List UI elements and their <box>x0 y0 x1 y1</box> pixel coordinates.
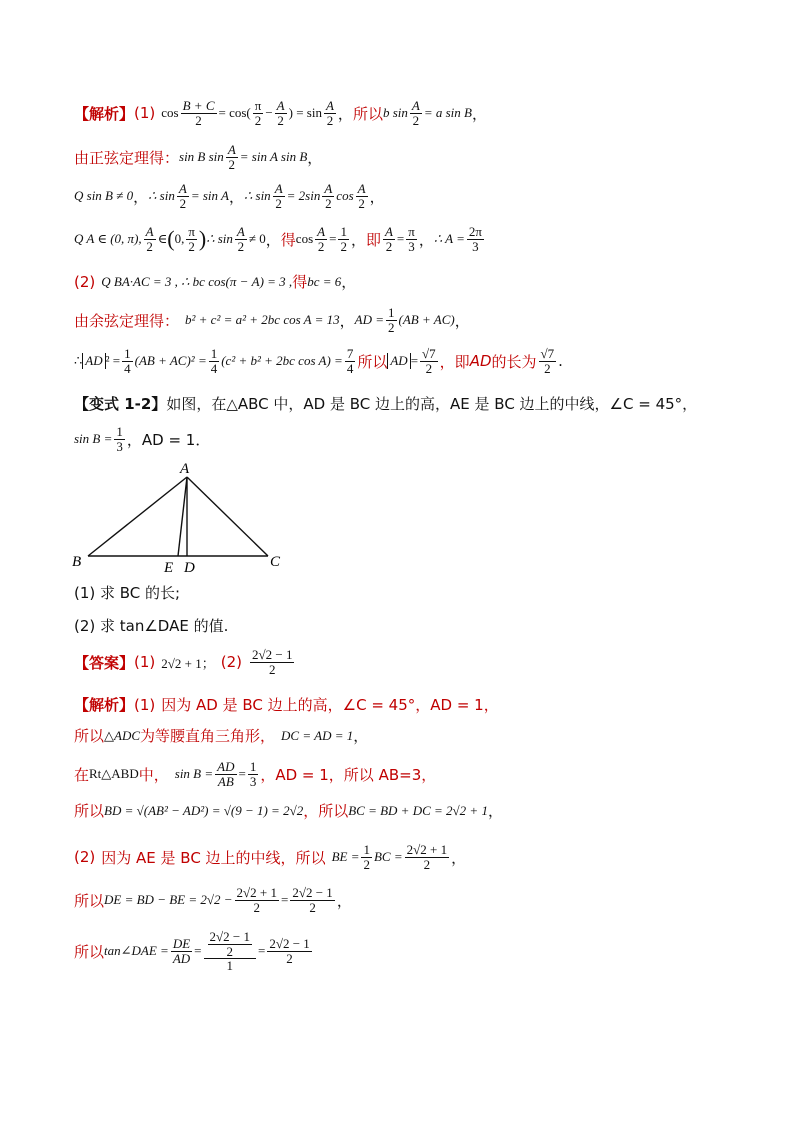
punct: ， <box>337 104 353 123</box>
fraction: $\frac{A}{2}$ <box>227 142 236 172</box>
math: = <box>194 943 202 959</box>
math: (AB + AC)² = <box>134 353 207 369</box>
solution-line-7 <box>74 347 563 375</box>
math: ∈ <box>157 231 168 247</box>
text: 由余弦定理得： <box>74 311 180 330</box>
text: 所以 <box>74 942 105 961</box>
fraction: $\frac{1}{3}$ <box>116 424 123 454</box>
math: ² = <box>105 353 121 369</box>
edge-ac <box>187 477 268 556</box>
solution-line-5 <box>74 271 356 292</box>
math: = cos( <box>218 105 251 121</box>
math: cos <box>336 188 354 204</box>
variant-problem-line-2 <box>74 425 210 453</box>
math: tan∠DAE = <box>104 943 169 959</box>
solution-line-4: Q A ∈ (0, π), $\frac{A}{2}$ ∈ ( 0, $\frac{\pi}{2}$ ) ∴ sin $\frac{A}{2}$ ≠ 0 ， 得 cos $\frac{A}{2}$ = $\frac{1}{2}$ ， 即 $\frac{A}{2}$ = $\frac{\pi}{3}$ ， ∴ A = $\frac{2\pi}{3}$ <box>74 224 482 254</box>
math: ∴ sin <box>206 231 233 247</box>
text: 中， <box>138 765 169 784</box>
label-d: D <box>184 560 195 576</box>
math: BC = <box>373 849 403 865</box>
fraction: $\frac{2\pi}{3}$ <box>468 224 482 254</box>
question-text: (2) 求 tan∠DAE 的值. <box>74 617 229 635</box>
solution-line-2 <box>74 143 322 171</box>
math: Q BA·AC = 3 , ∴ bc cos(π − A) = 3 , <box>101 273 293 289</box>
analysis-line-6 <box>74 886 352 914</box>
solution-line-1 <box>74 99 487 127</box>
part-label: (2) <box>74 848 96 867</box>
analysis-line-7 <box>74 930 314 973</box>
fraction: $\frac{A}{2}$ <box>325 98 334 128</box>
fraction: $\frac{1}{3}$ <box>249 759 257 789</box>
math: = <box>410 353 419 369</box>
analysis-line-1 <box>74 694 499 715</box>
part-label: (1) <box>134 104 156 123</box>
fraction: $\frac{1}{2}$ <box>363 842 370 872</box>
math: ∴ sin <box>243 188 271 204</box>
math: bc = 6 <box>307 273 342 289</box>
punct: ， <box>418 230 434 249</box>
math: AD <box>387 353 410 369</box>
text: 为等腰直角三角形， <box>140 727 276 745</box>
math: b² + c² = a² + 2bc cos A = 13 <box>185 312 340 328</box>
part-label: (1) <box>134 695 156 714</box>
analysis-tag: 【解析】 <box>74 104 135 123</box>
punct: ， <box>307 148 323 167</box>
label-c: C <box>270 554 281 570</box>
math: cos <box>295 231 314 247</box>
math: ) = sin <box>288 105 322 121</box>
math: sin B = <box>74 431 113 447</box>
punct: ， <box>454 311 470 330</box>
variant-tag: 【变式 1-2】 <box>74 395 167 413</box>
fraction: $\frac{AD}{AB}$ <box>217 759 235 789</box>
analysis-line-4 <box>74 800 503 821</box>
fraction: $\frac{A}{2}$ <box>384 224 393 254</box>
math: (AB + AC) <box>398 312 455 328</box>
compound-fraction: $\frac{\frac{2√2 - 1}{2}}{1}$ <box>204 930 256 973</box>
fraction: $\frac{1}{2}$ <box>340 224 347 254</box>
question-1 <box>74 582 180 603</box>
math: Q A ∈ (0, π), <box>74 231 142 247</box>
fraction: $\frac{\pi}{2}$ <box>254 98 262 128</box>
text: 得 <box>292 273 308 291</box>
fraction: $\frac{A}{2}$ <box>324 181 333 211</box>
fraction: $\frac{1}{4}$ <box>210 346 218 376</box>
fraction: $\frac{A}{2}$ <box>411 98 420 128</box>
text: AD <box>469 352 492 371</box>
text: 的长为 <box>491 352 537 371</box>
fraction: $\frac{2√2 - 1}{2}$ <box>269 936 310 966</box>
math: Rt△ABD <box>89 766 139 782</box>
fraction: $\frac{√7}{2}$ <box>540 346 555 376</box>
math: ≠ 0 <box>248 231 266 247</box>
punct: ， <box>451 848 467 867</box>
fraction: $\frac{A}{2}$ <box>145 224 154 254</box>
math: = <box>396 231 405 247</box>
punct: ， <box>369 187 385 206</box>
math: ∴ <box>74 353 83 369</box>
fraction: $\frac{A}{2}$ <box>317 224 326 254</box>
math: = <box>257 943 266 959</box>
label-b: B <box>72 554 82 570</box>
math: DC = AD = 1 <box>281 727 354 743</box>
text: ，AD = 1，所以 AB=3， <box>260 765 437 784</box>
punct: . <box>558 352 563 371</box>
triangle-figure <box>66 458 306 578</box>
text: 所以 <box>352 104 383 123</box>
fraction: $\frac{B + C}{2}$ <box>182 98 215 128</box>
math: = <box>238 766 246 782</box>
punct: ， <box>341 273 357 291</box>
fraction: $\frac{A}{2}$ <box>274 181 283 211</box>
text: 所以 <box>74 727 105 745</box>
fraction: $\frac{A}{2}$ <box>236 224 245 254</box>
text: 因为 AE 是 BC 边上的中线，所以 <box>101 848 326 867</box>
fraction: $\frac{A}{2}$ <box>276 98 285 128</box>
answer-tag: 【答案】 <box>74 653 135 672</box>
punct: ， <box>133 187 149 206</box>
question-2 <box>74 615 228 636</box>
fraction: $\frac{\pi}{3}$ <box>408 224 415 254</box>
question-text: (1) 求 BC 的长; <box>74 584 181 602</box>
answer-line <box>74 648 296 676</box>
problem-text: 如图，在△ABC 中，AD 是 BC 边上的高，AE 是 BC 边上的中线，∠C = 45°， <box>166 395 698 413</box>
fraction: $\frac{2√2 - 1}{2}$ <box>251 647 293 677</box>
math: = a sin B <box>423 105 472 121</box>
fraction: $\frac{1}{4}$ <box>124 346 131 376</box>
math: ∴ sin <box>148 188 175 204</box>
math: BD = √(AB² − AD²) = √(9 − 1) = 2√2 <box>104 802 304 818</box>
math: DE = BD − BE = 2√2 − <box>104 892 233 908</box>
math: = sin A sin B <box>239 149 308 165</box>
fraction: $\frac{2√2 + 1}{2}$ <box>236 885 277 915</box>
punct: ， <box>471 104 487 123</box>
analysis-line-2 <box>74 725 368 746</box>
punct: ， <box>265 230 281 249</box>
median-ae <box>178 477 187 556</box>
analysis-line-5 <box>74 843 466 871</box>
text: 所以 <box>74 891 105 910</box>
math: b sin <box>382 105 408 121</box>
label-e: E <box>164 560 174 576</box>
variant-problem-line-1 <box>74 393 697 414</box>
analysis-line-3 <box>74 760 436 788</box>
analysis-tag: 【解析】 <box>74 696 135 714</box>
text: 由正弦定理得： <box>74 148 180 167</box>
math: = <box>329 231 337 247</box>
fraction: $\frac{A}{2}$ <box>178 181 187 211</box>
fraction: $\frac{2√2 + 1}{2}$ <box>406 842 448 872</box>
math: △ADC <box>104 727 141 743</box>
math: ∴ A = <box>433 231 465 247</box>
fraction: $\frac{A}{2}$ <box>357 181 366 211</box>
fraction: $\frac{1}{2}$ <box>388 305 395 335</box>
punct: ， <box>487 802 503 820</box>
punct: ， <box>336 891 352 910</box>
text: 即 <box>365 230 381 249</box>
label-a: A <box>180 461 190 477</box>
math: 2√2 + 1； <box>161 655 215 671</box>
text: 所以 <box>74 802 105 820</box>
solution-line-6 <box>74 306 470 334</box>
text: 因为 AD 是 BC 边上的高，∠C = 45°，AD = 1， <box>161 696 499 714</box>
text: ，所以 <box>303 802 349 820</box>
part-label: (2) <box>220 653 242 672</box>
math: AD <box>82 353 105 369</box>
punct: ， <box>353 727 369 745</box>
text: 所以 <box>357 352 388 371</box>
math: Q sin B ≠ 0 <box>74 188 134 204</box>
text: 在 <box>74 765 90 784</box>
fraction: $\frac{7}{4}$ <box>346 346 354 376</box>
text: 得 <box>280 230 296 249</box>
fraction: $\frac{DE}{AD}$ <box>172 936 191 966</box>
fraction: $\frac{√7}{2}$ <box>422 346 436 376</box>
math: = <box>281 892 289 908</box>
part-label: (2) <box>74 272 96 291</box>
math: sin B sin <box>179 149 224 165</box>
fraction: $\frac{\pi}{2}$ <box>188 224 195 254</box>
math: cos <box>161 105 179 121</box>
punct: ， <box>339 311 355 330</box>
text: ，即 <box>439 352 470 371</box>
math: (c² + b² + 2bc cos A) = <box>221 353 343 369</box>
solution-line-3 <box>74 182 385 210</box>
math: BE = <box>331 849 360 865</box>
math: sin B = <box>174 766 214 782</box>
math: = 2sin <box>286 188 321 204</box>
fraction: $\frac{2√2 - 1}{2}$ <box>292 885 333 915</box>
punct: ， <box>350 230 366 249</box>
math: BC = BD + DC = 2√2 + 1 <box>348 802 488 818</box>
part-label: (1) <box>134 653 156 672</box>
problem-text: ，AD = 1． <box>126 430 211 449</box>
math: = sin A <box>190 188 229 204</box>
math: − <box>265 105 273 121</box>
punct: ， <box>228 187 244 206</box>
edge-ab <box>88 477 187 556</box>
math: AD = <box>354 312 385 328</box>
